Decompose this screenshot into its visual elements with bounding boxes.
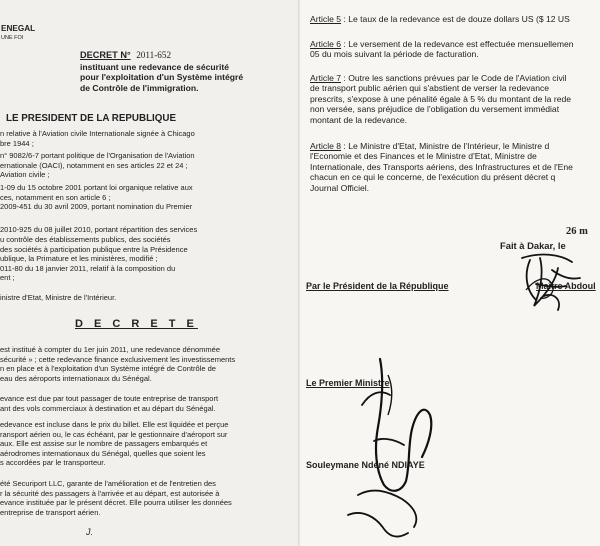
president-signature <box>500 240 600 320</box>
visa-line: 011-80 du 18 janvier 2011, relatif à la composition du <box>0 263 176 273</box>
decree-number-label: DECRET N° <box>80 50 131 60</box>
paragraph-line: edevance est incluse dans le prix du billet. Elle est liquidée et perçue <box>0 420 229 429</box>
paragraph-line: s accordées par le transporteur. <box>0 458 106 468</box>
visa-line: des sociétés à participation publique entre la Présidence <box>0 244 188 254</box>
paragraph-line: sécurité » ; cette redevance finance exclusivement les investissements <box>0 354 236 364</box>
president-heading: LE PRESIDENT DE LA REPUBLIQUE <box>6 113 177 124</box>
date-day: 26 m <box>566 226 588 237</box>
decrete-heading: D E C R E T E <box>75 318 198 330</box>
header-motto: UNE FOI <box>1 35 24 41</box>
header-country: ENEGAL <box>1 24 36 33</box>
prime-minister-signature <box>318 345 448 545</box>
article-line: non versée, sans préjudice de l'obligation du versement immédiat <box>310 104 560 115</box>
paragraph-line: aérodromes internationaux du Sénégal, quelles que soient les <box>0 448 206 458</box>
paragraph-line: evance est due par tout passager de toute entreprise de transport <box>0 394 219 403</box>
premier-ministre-title: Le Premier Ministre <box>306 378 390 388</box>
paragraph-line: evance instituée par le présent décret. Elle pourra utiliser les données <box>0 498 232 508</box>
visa-line <box>0 283 197 289</box>
article-line: prescrits, s'expose à une pénalité égale à 5 % du montant de la rede <box>310 93 572 104</box>
article-line: de transport public aérien qui s'abstient de verser la redevance <box>310 83 550 94</box>
article-paragraph-1 <box>0 345 235 383</box>
article-line: l'Economie et des Finances et le Ministre d'Etat, Ministre de <box>310 151 537 162</box>
article-5 <box>310 14 570 24</box>
visa-line: n° 9082/6-7 portant politique de l'Organisation de l'Aviation <box>0 151 195 161</box>
maitre-name: Maître Abdoul <box>536 281 596 291</box>
paragraph-line: r la sécurité des passagers à l'arrivée et au départ, est autorisée à <box>0 488 220 498</box>
article-line: 05 du mois suivant la période de facturation. <box>310 49 479 60</box>
par-le-president: Par le Président de la République <box>306 281 449 291</box>
visa-line: ces, notamment en son article 6 ; <box>0 192 111 202</box>
visa-line: ublique, la Primature et les ministères, modifié ; <box>0 254 158 264</box>
article-paragraph-2 <box>0 394 218 413</box>
article-8 <box>310 141 573 193</box>
decree-title-line: instituant une redevance de sécurité <box>80 62 230 72</box>
article-line: chacun en ce qui le concerne, de l'exécution du présent décret q <box>310 172 556 183</box>
visa-line: u contrôle des établissements publics, des sociétés <box>0 234 171 244</box>
article-7 <box>310 73 571 125</box>
article-6 <box>310 39 574 60</box>
paragraph-line: été Securiport LLC, garante de l'amélioration et de l'entretien des <box>0 479 216 488</box>
paragraph-line: eau des aéroports internationaux du Sénégal. <box>0 373 152 383</box>
visa-line: inistre d'Etat, Ministre de l'Intérieur. <box>0 292 117 302</box>
article-label: Article 6 <box>310 39 342 49</box>
visa-line: 2010-925 du 08 juillet 2010, portant répartition des services <box>0 225 198 235</box>
decree-title-line: de Contrôle de l'immigration. <box>80 82 199 93</box>
paragraph-line: entreprise de transport aérien. <box>0 507 101 517</box>
visa-line: 1-09 du 15 octobre 2001 portant loi organique relative aux <box>0 182 193 192</box>
right-page <box>300 0 600 546</box>
article-line: montant de la redevance. <box>310 114 407 125</box>
decree-title-line: pour l'exploitation d'un Système intégré <box>80 72 244 83</box>
article-paragraph-3 <box>0 420 228 468</box>
visa-line: bre 1944 ; <box>0 138 34 148</box>
visa-line <box>0 212 197 222</box>
article-label: Article 5 <box>310 14 342 24</box>
article-text: : Le Ministre d'Etat, Ministre de l'Intérieur, le Ministre d <box>341 141 550 151</box>
article-label: Article 7 <box>310 73 342 83</box>
visas-list <box>0 129 197 303</box>
article-text: : Le taux de la redevance est de douze dollars US ($ 12 US <box>341 14 570 24</box>
fait-a-dakar: Fait à Dakar, le <box>500 240 566 251</box>
visa-line: 2009-451 du 30 avril 2009, portant nomination du Premier <box>0 202 193 212</box>
decree-number <box>80 50 171 60</box>
paragraph-line: ant des vols commerciaux à destination et au départ du Sénégal. <box>0 403 216 413</box>
paragraph-line: ransport aérien ou, le cas échéant, par le gestionnaire d'aéroport sur <box>0 429 228 439</box>
paragraph-line: est institué à compter du 1er juin 2011, une redevance dénommée <box>0 345 220 354</box>
visa-line: ent ; <box>0 273 15 283</box>
article-label: Article 8 <box>310 141 342 151</box>
article-text: : Le versement de la redevance est effectuée mensuellemen <box>341 39 574 49</box>
premier-ministre-name: Souleymane Ndéné NDIAYE <box>306 460 425 470</box>
visa-line: ernationale (OACI), notamment en ses articles 22 et 24 ; <box>0 160 188 170</box>
article-text: : Outre les sanctions prévues par le Code de l'Aviation civil <box>341 73 567 83</box>
page-mark: J. <box>86 527 94 537</box>
visa-line: n relative à l'Aviation civile Internationale signée à Chicago <box>0 129 195 138</box>
visa-line: Aviation civile ; <box>0 170 50 180</box>
article-paragraph-4 <box>0 479 232 517</box>
decree-title <box>80 62 243 93</box>
article-line: Journal Officiel. <box>310 182 370 193</box>
paragraph-line: aux. Elle est assise sur le nombre de passagers embarqués et <box>0 439 208 449</box>
decree-number-value: 2011-652 <box>136 50 172 60</box>
article-line: Internationale, des Transports aériens, des Infrastructures et de l'Ene <box>310 161 573 172</box>
paragraph-line: n en place et à l'exploitation d'un Système intégré de Contrôle de <box>0 364 216 374</box>
